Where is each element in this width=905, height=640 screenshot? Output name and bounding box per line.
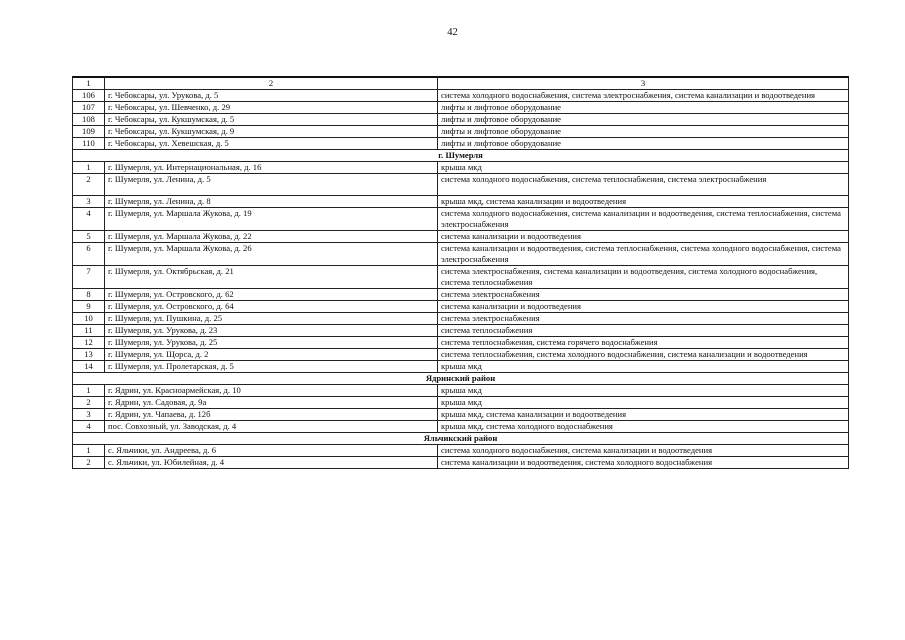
- row-address: с. Яльчики, ул. Юбилейная, д. 4: [105, 457, 438, 469]
- table-row: [73, 90, 849, 102]
- row-number: 2: [73, 174, 105, 196]
- row-number: 2: [73, 457, 105, 469]
- row-number: 9: [73, 301, 105, 313]
- row-systems: лифты и лифтовое оборудование: [438, 102, 849, 114]
- table-row: [73, 243, 849, 266]
- section-title: г. Шумерля: [73, 150, 849, 162]
- row-systems: система канализации и водоотведения: [438, 231, 849, 243]
- row-number: 4: [73, 208, 105, 231]
- table-row: [73, 361, 849, 373]
- table-row: [73, 208, 849, 231]
- row-address: г. Шумерля, ул. Маршала Жукова, д. 19: [105, 208, 438, 231]
- row-systems: крыша мкд, система холодного водоснабжения: [438, 421, 849, 433]
- row-systems: крыша мкд: [438, 162, 849, 174]
- row-systems: крыша мкд, система канализации и водоотведения: [438, 196, 849, 208]
- row-systems: система канализации и водоотведения: [438, 301, 849, 313]
- header-col-2: 2: [105, 77, 438, 90]
- row-systems: крыша мкд, система канализации и водоотведения: [438, 409, 849, 421]
- row-address: г. Шумерля, ул. Маршала Жукова, д. 26: [105, 243, 438, 266]
- row-systems: система холодного водоснабжения, система канализации и водоотведения: [438, 445, 849, 457]
- row-number: 2: [73, 397, 105, 409]
- row-address: г. Чебоксары, ул. Кукшумская, д. 9: [105, 126, 438, 138]
- row-systems: крыша мкд: [438, 361, 849, 373]
- table-row: [73, 409, 849, 421]
- row-number: 5: [73, 231, 105, 243]
- row-address: пос. Совхозный, ул. Заводская, д. 4: [105, 421, 438, 433]
- row-address: г. Чебоксары, ул. Хевешская, д. 5: [105, 138, 438, 150]
- row-systems: крыша мкд: [438, 385, 849, 397]
- row-address: г. Шумерля, ул. Октябрьская, д. 21: [105, 266, 438, 289]
- row-address: г. Чебоксары, ул. Кукшумская, д. 5: [105, 114, 438, 126]
- row-systems: система теплоснабжения, система холодного водоснабжения, система канализации и водоотведения: [438, 349, 849, 361]
- row-address: г. Шумерля, ул. Ленина, д. 8: [105, 196, 438, 208]
- table-row: [73, 126, 849, 138]
- table-row: [73, 385, 849, 397]
- row-address: г. Ядрин, ул. Садовая, д. 9а: [105, 397, 438, 409]
- row-systems: система холодного водоснабжения, система канализации и водоотведения, система теплоснабжения, система электроснабжения: [438, 208, 849, 231]
- row-address: г. Шумерля, ул. Интернациональная, д. 16: [105, 162, 438, 174]
- row-number: 108: [73, 114, 105, 126]
- row-systems: система теплоснабжения, система горячего водоснабжения: [438, 337, 849, 349]
- table-row: [73, 397, 849, 409]
- row-systems: крыша мкд: [438, 397, 849, 409]
- row-address: г. Шумерля, ул. Островского, д. 64: [105, 301, 438, 313]
- row-systems: система канализации и водоотведения, система теплоснабжения, система холодного водоснабжения, система электроснабжения: [438, 243, 849, 266]
- table-row: [73, 196, 849, 208]
- table-row: [73, 162, 849, 174]
- row-number: 8: [73, 289, 105, 301]
- row-number: 7: [73, 266, 105, 289]
- table-row: [73, 313, 849, 325]
- page-number: 42: [447, 27, 458, 38]
- table-row: [73, 457, 849, 469]
- section-header-row: [73, 433, 849, 445]
- row-number: 4: [73, 421, 105, 433]
- table-row: [73, 102, 849, 114]
- row-address: г. Шумерля, ул. Маршала Жукова, д. 22: [105, 231, 438, 243]
- row-systems: лифты и лифтовое оборудование: [438, 114, 849, 126]
- row-number: 109: [73, 126, 105, 138]
- row-systems: система холодного водоснабжения, система теплоснабжения, система электроснабжения: [438, 174, 849, 196]
- table-row: [73, 421, 849, 433]
- row-systems: лифты и лифтовое оборудование: [438, 138, 849, 150]
- row-address: г. Чебоксары, ул. Шевченко, д. 29: [105, 102, 438, 114]
- row-address: г. Ядрин, ул. Красноармейская, д. 10: [105, 385, 438, 397]
- table-row: [73, 445, 849, 457]
- row-number: 13: [73, 349, 105, 361]
- row-systems: система электроснабжения, система канализации и водоотведения, система холодного водоснабжения, система теплоснабжения: [438, 266, 849, 289]
- header-col-1: 1: [73, 77, 105, 90]
- table-body: [73, 77, 849, 469]
- row-address: г. Шумерля, ул. Щорса, д. 2: [105, 349, 438, 361]
- table-row: [73, 114, 849, 126]
- row-address: г. Шумерля, ул. Островского, д. 62: [105, 289, 438, 301]
- header-col-3: 3: [438, 77, 849, 90]
- row-number: 3: [73, 196, 105, 208]
- table-header-row: [73, 77, 849, 90]
- table-row: [73, 266, 849, 289]
- section-title: Ядринский район: [73, 373, 849, 385]
- row-number: 10: [73, 313, 105, 325]
- row-systems: система теплоснабжения: [438, 325, 849, 337]
- document-table: [72, 76, 849, 469]
- row-number: 107: [73, 102, 105, 114]
- row-number: 106: [73, 90, 105, 102]
- row-address: г. Шумерля, ул. Урукова, д. 25: [105, 337, 438, 349]
- section-header-row: [73, 150, 849, 162]
- row-number: 1: [73, 385, 105, 397]
- row-address: г. Шумерля, ул. Пролетарская, д. 5: [105, 361, 438, 373]
- table-row: [73, 301, 849, 313]
- row-address: г. Шумерля, ул. Пушкина, д. 25: [105, 313, 438, 325]
- row-address: г. Чебоксары, ул. Урукова, д. 5: [105, 90, 438, 102]
- row-number: 6: [73, 243, 105, 266]
- row-systems: система холодного водоснабжения, система электроснабжения, система канализации и водоотведения: [438, 90, 849, 102]
- row-number: 1: [73, 162, 105, 174]
- row-systems: лифты и лифтовое оборудование: [438, 126, 849, 138]
- section-title: Яльчикский район: [73, 433, 849, 445]
- row-address: с. Яльчики, ул. Андреева, д. 6: [105, 445, 438, 457]
- row-number: 1: [73, 445, 105, 457]
- row-systems: система канализации и водоотведения, система холодного водоснабжения: [438, 457, 849, 469]
- table-row: [73, 325, 849, 337]
- row-address: г. Ядрин, ул. Чапаева, д. 12б: [105, 409, 438, 421]
- row-number: 12: [73, 337, 105, 349]
- table-row: [73, 289, 849, 301]
- row-number: 11: [73, 325, 105, 337]
- row-number: 110: [73, 138, 105, 150]
- section-header-row: [73, 373, 849, 385]
- row-systems: система электроснабжения: [438, 313, 849, 325]
- row-number: 14: [73, 361, 105, 373]
- table-row: [73, 231, 849, 243]
- table-row: [73, 349, 849, 361]
- row-number: 3: [73, 409, 105, 421]
- table-row: [73, 138, 849, 150]
- table-row: [73, 337, 849, 349]
- row-address: г. Шумерля, ул. Урукова, д. 23: [105, 325, 438, 337]
- row-systems: система электроснабжения: [438, 289, 849, 301]
- table-row: [73, 174, 849, 196]
- row-address: г. Шумерля, ул. Ленина, д. 5: [105, 174, 438, 196]
